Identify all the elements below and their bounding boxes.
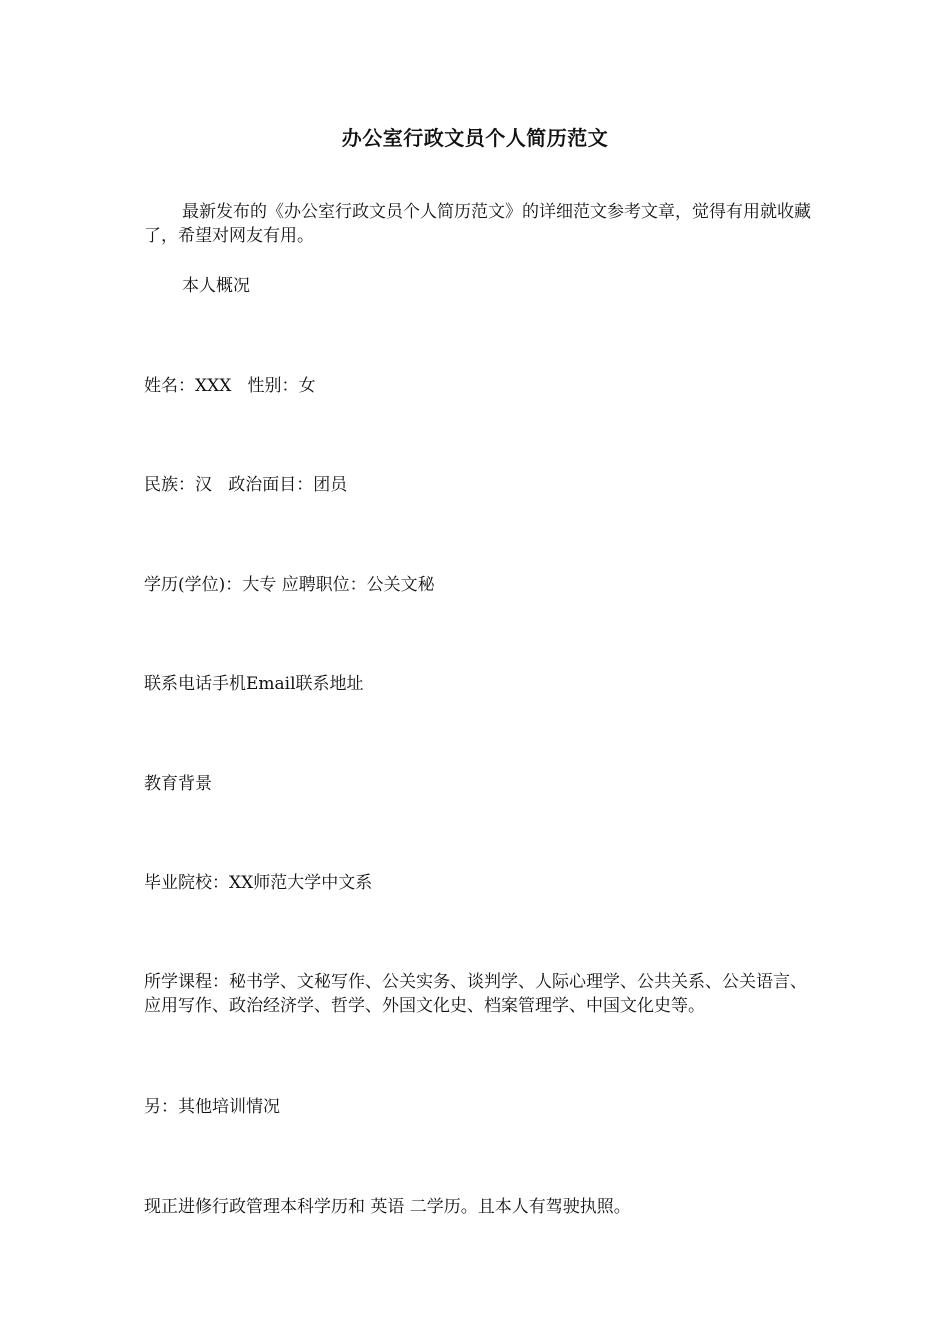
school-line: 毕业院校：XX师范大学中文系 <box>144 873 373 893</box>
other-training-line: 另：其他培训情况 <box>144 1097 280 1117</box>
section-heading-overview: 本人概况 <box>182 276 250 296</box>
education-position-line: 学历(学位)：大专 应聘职位：公关文秘 <box>144 575 435 595</box>
document-title: 办公室行政文员个人简历范文 <box>341 126 609 150</box>
intro-paragraph: 最新发布的《办公室行政文员个人简历范文》的详细范文参考文章，觉得有用就收藏了，希望对网友有用。 <box>144 202 811 246</box>
ethnic-political-line: 民族：汉 政治面目：团员 <box>144 475 348 495</box>
current-study-line: 现正进修行政管理本科学历和 英语 二学历。且本人有驾驶执照。 <box>144 1197 631 1217</box>
contact-line: 联系电话手机Email联系地址 <box>144 674 364 694</box>
name-gender-line: 姓名：XXX 性别：女 <box>144 376 316 396</box>
courses-paragraph: 所学课程：秘书学、文秘写作、公关实务、谈判学、人际心理学、公共关系、公关语言、应用写作、政治经济学、哲学、外国文化史、档案管理学、中国文化史等。 <box>144 972 807 1016</box>
section-heading-education: 教育背景 <box>144 774 212 794</box>
